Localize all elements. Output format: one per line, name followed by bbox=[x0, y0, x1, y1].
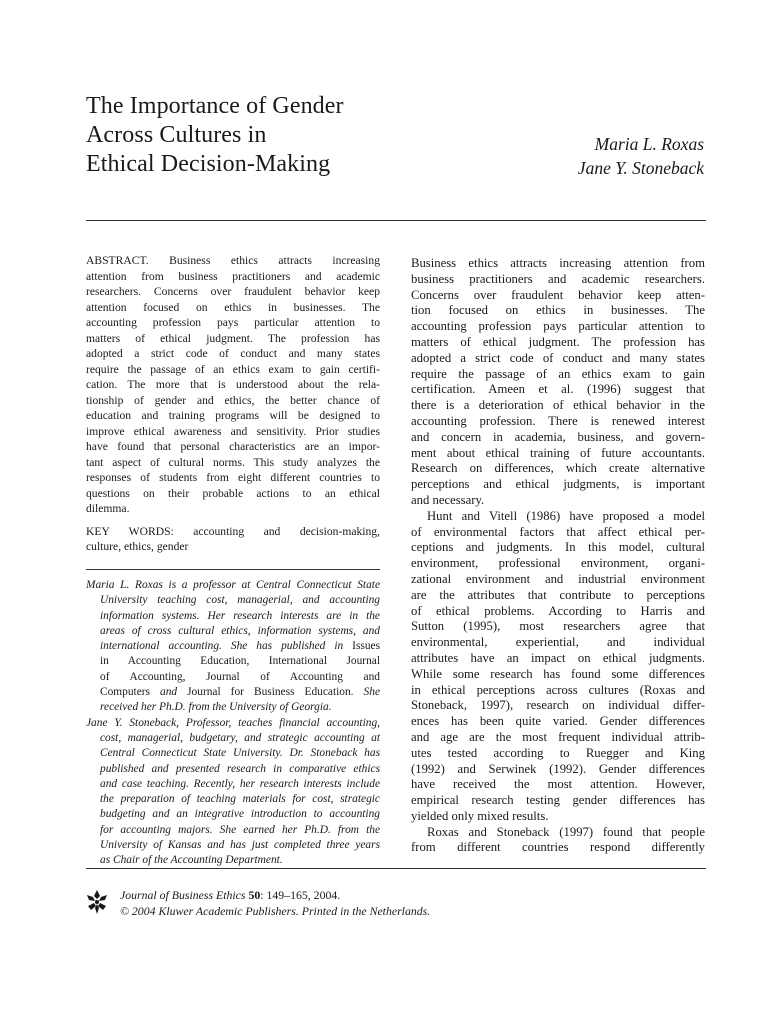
abstract-line: ABSTRACT. Business ethics attracts increasing bbox=[86, 254, 380, 267]
abstract-line: cation. The more that is understood about the rela- bbox=[86, 378, 380, 391]
body-line: matters of ethical judgment. The profession has bbox=[411, 334, 705, 349]
author-note-line: cost, managerial, budgetary, and strategic accounting at bbox=[100, 731, 380, 744]
body-line: Research on differences, which create alternative bbox=[411, 461, 705, 476]
body-line: have received the most attention. However, bbox=[411, 777, 705, 792]
body-line: and necessary. bbox=[411, 492, 485, 507]
journal-citation bbox=[120, 887, 430, 919]
journal-volume: 50 bbox=[248, 888, 261, 902]
author-note-line: the preparation of teaching materials for cost, strategic bbox=[100, 793, 380, 806]
article-title bbox=[86, 92, 446, 179]
body-line: in ethical perceptions across cultures (Roxas and bbox=[411, 682, 705, 697]
abstract-line: questions on their probable actions to an ethical bbox=[86, 486, 380, 500]
author-notes bbox=[86, 578, 380, 869]
author-note-line: for accounting majors. She earned her Ph.D. from the bbox=[100, 823, 380, 836]
body-text-column bbox=[411, 256, 705, 856]
body-line: utes tested according to Ruegger and King bbox=[411, 745, 705, 760]
body-line: of environmental factors that affect ethical per- bbox=[411, 524, 705, 539]
author-note-line: international accounting. She has published in Issues bbox=[100, 640, 380, 653]
body-line: business practitioners and academic researchers. bbox=[411, 271, 705, 286]
body-line: ceptions and judgments. In this model, cultural bbox=[411, 540, 705, 555]
body-line: Roxas and Stoneback (1997) found that people bbox=[427, 824, 705, 839]
body-line: environmental, experiential, and individual bbox=[411, 635, 705, 650]
body-line: adopted a strict code of conduct and many states bbox=[411, 350, 705, 365]
body-line: of ethical problems. According to Harris and bbox=[411, 603, 705, 618]
abstract-line: education and training programs will be designed to bbox=[86, 409, 380, 422]
abstract-line: accounting profession pays particular attention to bbox=[86, 316, 380, 329]
author-list bbox=[578, 132, 704, 180]
body-line: from different countries respond differently bbox=[411, 840, 705, 855]
body-line: require the passage of an ethics exam to gain bbox=[411, 366, 705, 381]
body-line: empirical research testing gender differences has bbox=[411, 793, 705, 808]
author-note-line: Central Connecticut State University. Dr. Stoneback has bbox=[100, 747, 380, 760]
journal-pages: : 149–165, 2004. bbox=[260, 888, 341, 902]
body-line: yielded only mixed results. bbox=[411, 808, 549, 823]
author-note-line: University teaching cost, managerial, and accounting bbox=[100, 594, 380, 607]
keywords-line: culture, ethics, gender bbox=[86, 540, 189, 553]
abstract-line: responses of students from eight different countries to bbox=[86, 471, 380, 484]
author-note-line: Jane Y. Stoneback, Professor, teaches financial accounting, bbox=[86, 716, 380, 729]
abstract-section bbox=[86, 253, 380, 555]
copyright-line: © 2004 Kluwer Academic Publishers. Printed in the Netherlands. bbox=[120, 904, 431, 918]
abstract-line: adopted a strict code of conduct and many states bbox=[86, 347, 380, 360]
keywords-line: KEY WORDS: accounting and decision-making, bbox=[86, 524, 380, 538]
author-note-line: published and presented research in comparative ethics bbox=[100, 762, 380, 775]
author-note-line: University of Kansas and has just completed three years bbox=[100, 839, 380, 852]
body-line: attributes have an impact on ethical judgments. bbox=[411, 650, 705, 665]
author-note-line: and case teaching. Recently, her research interests include bbox=[100, 777, 380, 790]
notes-divider bbox=[86, 569, 380, 570]
author-note-line: information systems. Her research interests are in the bbox=[100, 609, 380, 622]
body-line: and age are the most frequent individual attrib- bbox=[411, 729, 705, 744]
abstract-line: improve ethical awareness and sensitivity. Prior studies bbox=[86, 424, 380, 438]
footer-divider bbox=[86, 868, 706, 869]
body-line: Stoneback, 1997), research on individual differ- bbox=[411, 698, 705, 713]
body-line: and concern in academia, business, and govern- bbox=[411, 429, 705, 444]
body-line: ences has been quite varied. Gender differences bbox=[411, 714, 705, 729]
author-note-line: in Accounting Education, International Journal bbox=[100, 655, 380, 668]
abstract-line: attention focused on ethics in businesses. The bbox=[86, 300, 380, 314]
author-note-line: areas of cross cultural ethics, information systems, and bbox=[100, 624, 380, 637]
header-divider bbox=[86, 220, 706, 221]
journal-name: Journal of Business Ethics bbox=[120, 888, 246, 902]
body-line: Concerns over fraudulent behavior keep atten- bbox=[411, 287, 705, 302]
title-line: The Importance of Gender bbox=[86, 93, 344, 119]
body-line: Sutton (1995), most researchers agree that bbox=[411, 619, 705, 634]
citation-line bbox=[120, 887, 430, 903]
abstract-line: have found that personal characteristics are an impor- bbox=[86, 440, 380, 453]
author-note-line: received her Ph.D. from the University of Georgia. bbox=[100, 701, 332, 714]
body-line: are the attributes that contribute to perceptions bbox=[411, 587, 705, 602]
body-line: certification. Ameen et al. (1996) suggest that bbox=[411, 382, 705, 397]
publisher-logo-icon bbox=[86, 889, 108, 915]
abstract-line: dilemma. bbox=[86, 502, 130, 515]
keywords bbox=[86, 524, 380, 555]
body-line: zational environment and industrial environment bbox=[411, 571, 705, 586]
abstract-text bbox=[86, 253, 380, 517]
title-line: Ethical Decision-Making bbox=[86, 151, 331, 177]
body-line: tion focused on ethics in businesses. The bbox=[411, 303, 705, 318]
body-line: Hunt and Vitell (1986) have proposed a model bbox=[427, 508, 705, 523]
abstract-line: matters of ethical judgment. The profession has bbox=[86, 331, 380, 345]
body-line: While some research has found some differences bbox=[411, 666, 705, 681]
author-name: Jane Y. Stoneback bbox=[577, 158, 704, 178]
abstract-line: require the passage of an ethics exam to gain certifi- bbox=[86, 362, 380, 376]
abstract-line: tionship of gender and ethics, the better chance of bbox=[86, 393, 380, 407]
abstract-line: tant aspect of cultural norms. This study analyzes the bbox=[86, 455, 380, 469]
body-line: perceptions and ethical judgments, is important bbox=[411, 477, 705, 492]
body-line: (1992) and Serwinek (1992). Gender differences bbox=[411, 761, 705, 776]
body-line: Business ethics attracts increasing attention from bbox=[411, 256, 705, 270]
author-note-line: as Chair of the Accounting Department. bbox=[100, 854, 283, 867]
author-name: Maria L. Roxas bbox=[594, 134, 704, 154]
body-line: accounting profession pays particular attention to bbox=[411, 319, 705, 334]
body-line: accounting profession. There is renewed interest bbox=[411, 413, 705, 428]
body-line: there is a deterioration of ethical behavior in the bbox=[411, 398, 705, 413]
author-note-line: Computers and Journal for Business Education. She bbox=[100, 686, 380, 699]
body-line: environment, professional environment, organi- bbox=[411, 556, 705, 571]
abstract-line: researchers. Concerns over fraudulent behavior keep bbox=[86, 285, 380, 298]
abstract-line: attention from business practitioners and academic bbox=[86, 269, 380, 283]
author-note-line: of Accounting, Journal of Accounting and bbox=[100, 670, 380, 683]
author-note-line: Maria L. Roxas is a professor at Central Connecticut State bbox=[86, 579, 380, 591]
body-line: ment about ethical training of future accountants. bbox=[411, 445, 705, 460]
author-note-line: budgeting and an integrative introduction to accounting bbox=[100, 808, 380, 821]
title-line: Across Cultures in bbox=[86, 122, 267, 148]
